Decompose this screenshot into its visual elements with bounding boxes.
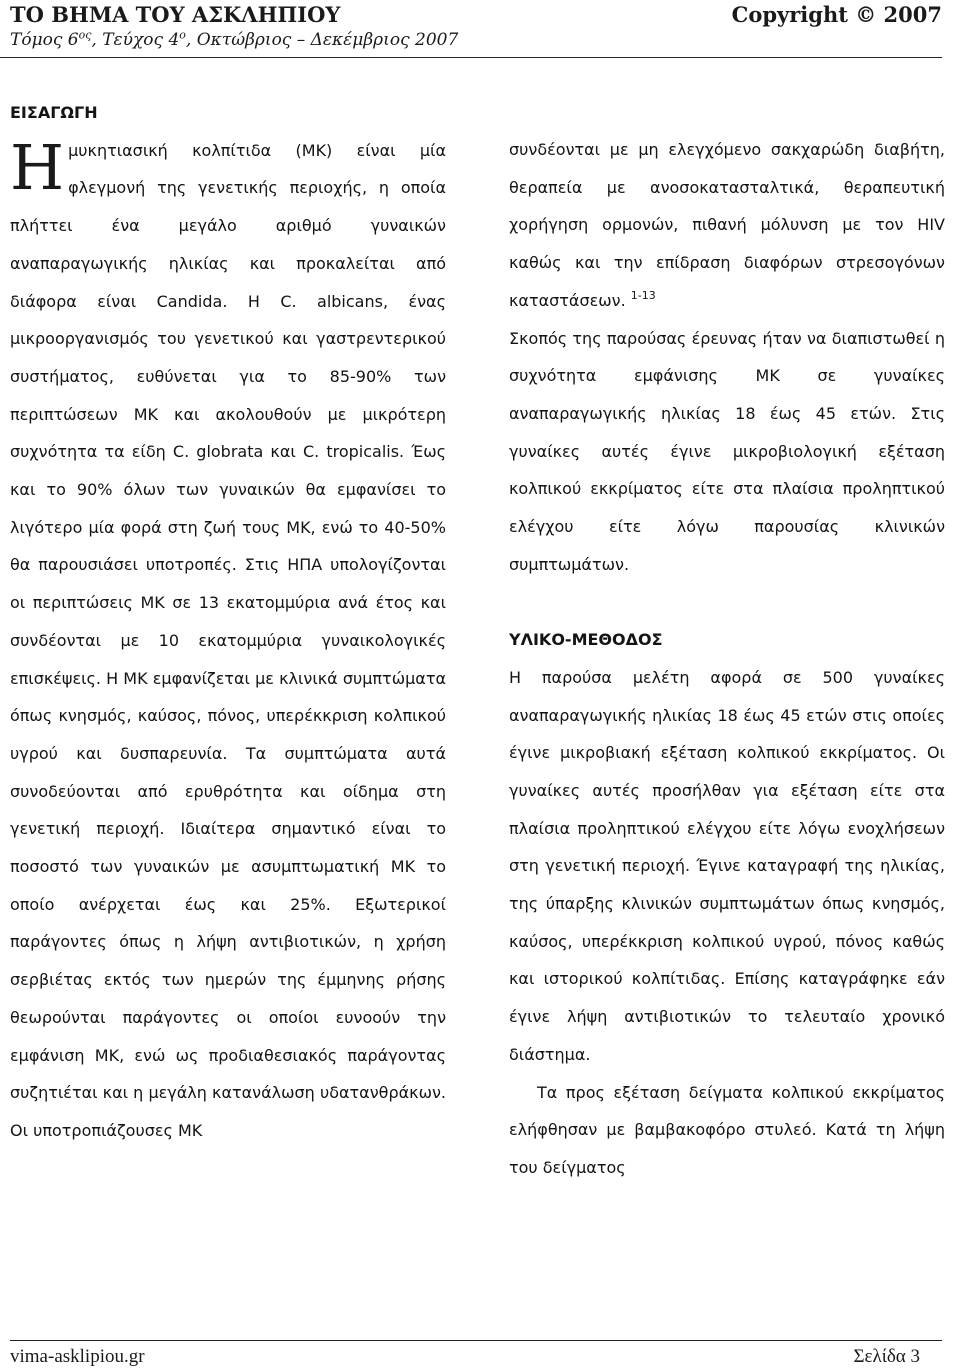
drop-cap-letter: Η: [10, 130, 65, 204]
continuation-text: συνδέονται με μη ελεγχόμενο σακχαρώδη διαβήτη, θεραπεία με ανοσοκατασταλτικά, θεραπευτική χορήγηση ορμονών, πιθανή μόλυνση με τον HIV καθώς και την επίδραση διαφόρων στρεσογόνων καταστάσεων.: [509, 140, 945, 310]
issue-volume-suffix: ος: [78, 28, 92, 42]
issue-info: [10, 28, 458, 52]
footer-page-number: Σελίδα 3: [853, 1346, 920, 1367]
section-heading-introduction: ΕΙΣΑΓΩΓΗ: [10, 103, 98, 122]
reference-superscript: 1-13: [630, 288, 656, 302]
copyright-notice: Copyright © 2007: [731, 2, 942, 27]
journal-title: ΤΟ ΒΗΜΑ ΤΟΥ ΑΣΚΛΗΠΙΟΥ: [10, 2, 341, 27]
issue-number: , Τεύχος 4: [91, 30, 180, 50]
left-column: [10, 94, 446, 1150]
intro-paragraph: [10, 132, 446, 1150]
issue-number-suffix: ο: [179, 28, 186, 42]
page-header: [10, 0, 942, 56]
section-heading-methods: ΥΛΙΚΟ-ΜΕΘΟΔΟΣ: [509, 630, 663, 650]
aim-paragraph: Σκοπός της παρούσας έρευνας ήταν να διαπιστωθεί η συχνότητα εμφάνισης ΜΚ σε γυναίκες αναπαραγωγικής ηλικίας 18 έως 45 ετών. Στις γυναίκες αυτές έγινε μικροβιολογική εξέταση κολπικού εκκρίματος είτε στα πλαίσια προληπτικού ελέγχου είτε λόγω παρουσίας κλινικών συμπτωμάτων.: [509, 328, 945, 574]
continuation-paragraph: [509, 131, 945, 320]
methods-paragraph: Η παρούσα μελέτη αφορά σε 500 γυναίκες αναπαραγωγικής ηλικίας 18 έως 45 ετών στις οποίες έγινε μικροβιακή εξέταση κολπικού εκκρίματος. Οι γυναίκες αυτές προσήλθαν για εξέταση είτε στα πλαίσια προληπτικού ελέγχου είτε λόγω ενοχλήσεων στη γενετική περιοχή. Έγινε καταγραφή της ηλικίας, της ύπαρξης κλινικών συμπτωμάτων όπως κνησμός, καύσος, υπερέκκριση κολπικού υγρού, πόνος καθώς και ιστορικού κολπίτιδας. Επίσης καταγράφηκε εάν έγινε λήψη αντιβιοτικών το τελευταίο χρονικό διάστημα.: [509, 667, 945, 1064]
issue-period: , Οκτώβριος – Δεκέμβριος 2007: [185, 30, 459, 50]
footer-divider: [10, 1340, 942, 1341]
section-spacer: [509, 583, 945, 621]
sampling-paragraph: Τα προς εξέταση δείγματα κολπικού εκκρίματος ελήφθησαν με βαμβακοφόρο στυλεό. Κατά τη λήψη του δείγματος: [509, 1082, 945, 1177]
issue-volume: Τόμος 6: [10, 30, 79, 50]
intro-text: μυκητιασική κολπίτιδα (ΜΚ) είναι μία φλεγμονή της γενετικής περιοχής, η οποία πλήττει ένα μεγάλο αριθμό γυναικών αναπαραγωγικής ηλικίας και προκαλείται από διάφορα είναι Candida. Η C. albicans, ένας μικροοργανισμός του γενετικού και γαστρεντερικού συστήματος, ευθύνεται για το 85-90% των περιπτώσεων ΜΚ και ακολουθούν με μικρότερη συχνότητα τα είδη C. globrata και C. tropicalis. Έως και το 90% όλων των γυναικών θα εμφανίσει το λιγότερο μία φορά στη ζωή τους ΜΚ, ενώ το 40-50% θα παρουσιάσει υποτροπές. Στις ΗΠΑ υπολογίζονται οι περιπτώσεις ΜΚ σε 13 εκατομμύρια ανά έτος και συνδέονται με 10 εκατομμύρια γυναικολογικές επισκέψεις. Η ΜΚ εμφανίζεται με κλινικά συμπτώματα όπως κνησμός, καύσος, πόνος, υπερέκκριση κολπικού υγρού και δυσπαρευνία. Τα συμπτώματα αυτά συνοδεύονται από ερυθρότητα και οίδημα στη γενετική περιοχή. Ιδιαίτερα σημαντικό είναι το ποσοστό των γυναικών με ασυμπτωματική ΜΚ το οποίο ανέρχεται έως και 25%. Εξωτερικοί παράγοντες όπως η λήψη αντιβιοτικών, η χρήση σερβιέτας εκτός των ημερών της έμμηνης ρήσης θεωρούνται παράγοντες οι οποίοι ευνοούν την εμφάνιση ΜΚ, ενώ ως προδιαθεσιακός παράγοντας συζητιέται και η μεγάλη κατανάλωση υδατανθράκων. Οι υποτροπιάζουσες ΜΚ: [10, 140, 446, 1140]
header-divider: [0, 57, 942, 58]
right-column: [509, 131, 945, 1187]
footer-website: vima-asklipiou.gr: [10, 1346, 145, 1367]
